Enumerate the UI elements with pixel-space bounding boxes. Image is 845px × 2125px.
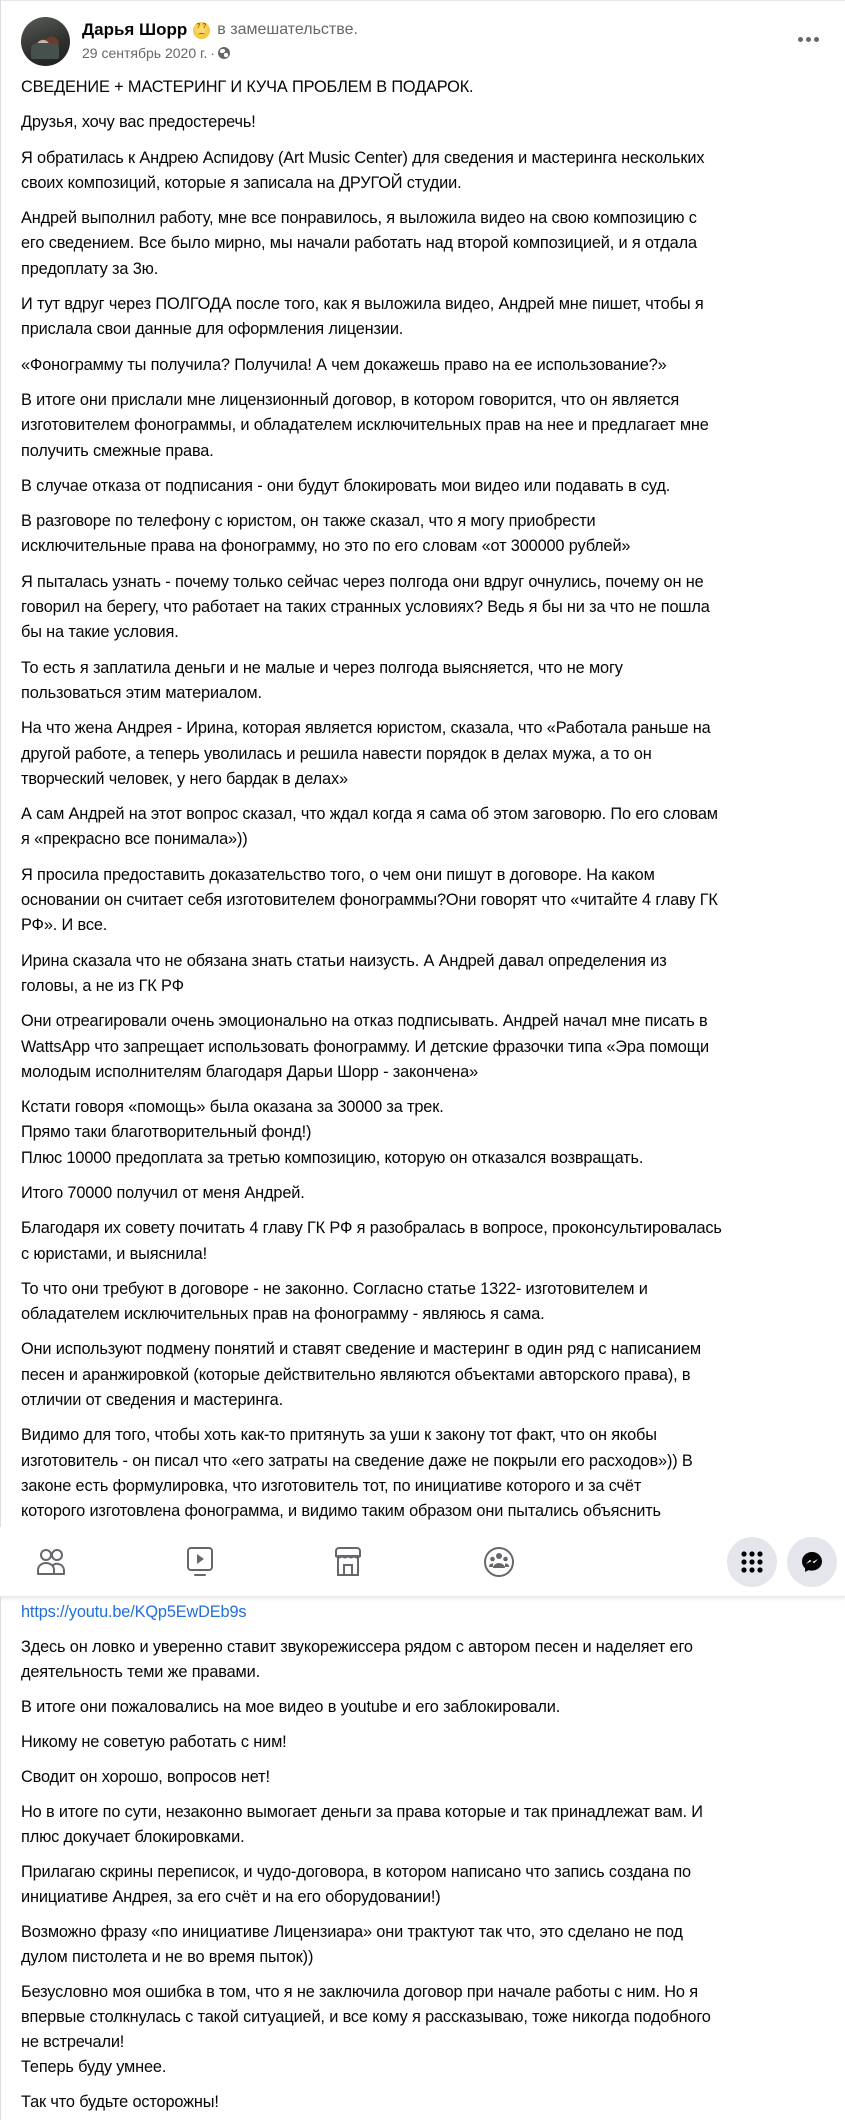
post-paragraph	[21, 474, 836, 499]
post-paragraph	[21, 1980, 836, 2080]
post-text-line: Здесь он ловко и уверенно ставит звукорежиссера рядом с автором песен и наделяет его	[21, 1638, 693, 1656]
post-text-line: молодым исполнителям благодаря Дарьи Шорр - закончена»	[21, 1062, 479, 1081]
post-text-line: обладателем исключительных прав на фонограмму - являюсь я сама.	[21, 1305, 545, 1324]
post-text-line: не встречали!	[21, 2033, 125, 2051]
post-text-line: я «прекрасно все понимала»))	[21, 830, 248, 849]
post-text-line: отличии от сведения и мастеринга.	[21, 1391, 283, 1410]
post-paragraph	[21, 1695, 836, 1720]
post-text-line: А сам Андрей на этот вопрос сказал, что ждал когда я сама об этом заговорю. По его словам	[21, 805, 718, 824]
bottom-nav-bar	[0, 1527, 845, 1597]
post-paragraph	[21, 1800, 836, 1850]
marketplace-icon	[334, 1546, 362, 1578]
post-text-line: Я пыталась узнать - почему только сейчас через полгода они вдруг очнулись, почему он не	[21, 572, 704, 591]
post-text-line: Возможно фразу «по инициативе Лицензиара» они трактуют так что, это сделано не под	[21, 1923, 683, 1941]
confused-face-emoji-icon	[193, 22, 210, 39]
post-meta	[82, 44, 230, 62]
post-text-line: головы, а не из ГК РФ	[21, 976, 184, 995]
post-text-line: Плюс 10000 предоплата за третью композицию, которую он отказался возвращать.	[21, 1148, 644, 1167]
post-paragraph	[21, 656, 836, 707]
post-paragraph	[21, 1920, 836, 1970]
post-text-line: Сводит он хорошо, вопросов нет!	[21, 1768, 270, 1786]
post-text-line: Прямо таки благотворительный фонд!)	[21, 1123, 312, 1142]
nav-marketplace-button[interactable]	[330, 1544, 366, 1580]
messenger-button[interactable]	[787, 1537, 837, 1587]
post-text-line: Теперь буду умнее.	[21, 2058, 167, 2076]
menu-button[interactable]	[727, 1537, 777, 1587]
post-text-line: На что жена Андрея - Ирина, которая является юристом, сказала, что «Работала раньше на	[21, 719, 711, 738]
post-text-line: «Фонограмму ты получила? Получила! А чем докажешь право на ее использование?»	[21, 355, 667, 374]
card-left-border	[0, 0, 1, 2120]
nav-groups-button[interactable]	[481, 1544, 517, 1580]
watch-icon	[186, 1546, 214, 1578]
link-paragraph	[21, 1600, 836, 1625]
post-text-line: инициативе Андрея, за его счёт и на его оборудовании!)	[21, 1888, 441, 1906]
post-text-line: впервые столкнулась с такой ситуацией, и все кому я рассказываю, тоже никогда подобного	[21, 2008, 711, 2026]
post-text-line: То что они требуют в договоре - не законно. Согласно статье 1322- изготовителем и	[21, 1279, 648, 1298]
post-date[interactable]: 29 сентябрь 2020 г.	[82, 45, 208, 61]
post-paragraph	[21, 388, 836, 464]
post-body-part-1	[21, 75, 836, 1560]
post-paragraph	[21, 146, 836, 197]
post-text-line: изготовитель - он писал что «его затраты на сведение даже не покрыли его расходов»)) В	[21, 1451, 693, 1470]
post-text-line: дулом пистолета и не во время пыток))	[21, 1948, 314, 1966]
more-options-dot	[806, 37, 811, 42]
post-text-line: изготовителем фонограммы, и обладателем исключительных прав на нее и предлагает мне	[21, 416, 709, 435]
meta-separator: ·	[210, 45, 215, 61]
post-paragraph	[21, 292, 836, 343]
post-author-line	[82, 18, 358, 42]
post-paragraph	[21, 1860, 836, 1910]
post-paragraph	[21, 353, 836, 378]
post-paragraph	[21, 1635, 836, 1685]
post-paragraph	[21, 1095, 836, 1171]
post-text-line: СВЕДЕНИЕ + МАСТЕРИНГ И КУЧА ПРОБЛЕМ В ПОДАРОК.	[21, 78, 474, 96]
more-options-dot	[814, 37, 819, 42]
post-text-line: В итоге они пожаловались на мое видео в youtube и его заблокировали.	[21, 1698, 561, 1716]
post-text-line: Итого 70000 получил от меня Андрей.	[21, 1183, 305, 1202]
post-text-line: пользоваться этим материалом.	[21, 683, 262, 702]
post-text-line: деятельность теми же правами.	[21, 1663, 260, 1681]
post-paragraph	[21, 1181, 836, 1206]
post-paragraph	[21, 1765, 836, 1790]
post-text-line: В итоге они прислали мне лицензионный договор, в котором говорится, что он является	[21, 390, 680, 409]
post-text-line: РФ». И все.	[21, 916, 108, 935]
post-text-line: Андрей выполнил работу, мне все понравилось, я выложила видео на свою композицию с	[21, 209, 697, 228]
post-text-line: своих композиций, которые я записала на ДРУГОЙ студии.	[21, 173, 462, 192]
post-text-line: получить смежные права.	[21, 441, 214, 460]
post-text-line: плюс докучает блокировками.	[21, 1828, 245, 1846]
post-paragraph	[21, 716, 836, 792]
post-body-part-2	[21, 1600, 836, 2125]
post-text-line: Ирина сказала что не обязана знать статьи наизусть. А Андрей давал определения из	[21, 951, 667, 970]
post-text-line: Я обратилась к Андрею Аспидову (Art Music Center) для сведения и мастеринга нескольких	[21, 148, 705, 167]
post-text-line: Друзья, хочу вас предостеречь!	[21, 113, 256, 132]
post-paragraph	[21, 1277, 836, 1328]
post-paragraph	[21, 1009, 836, 1085]
post-text-line: То есть я заплатила деньги и не малые и через полгода выясняется, что не могу	[21, 658, 623, 677]
post-paragraph	[21, 509, 836, 560]
post-paragraph	[21, 570, 836, 646]
post-text-line: Безусловно моя ошибка в том, что я не заключила договор при начале работы с ним. Но я	[21, 1983, 698, 2001]
post-paragraph	[21, 863, 836, 939]
post-text-line: И тут вдруг через ПОЛГОДА после того, как я выложила видео, Андрей мне пишет, чтобы я	[21, 295, 704, 314]
post-text-line: В разговоре по телефону с юристом, он также сказал, что я могу приобрести	[21, 512, 596, 531]
post-text-line: исключительные права на фонограмму, но это по его словам «от 300000 рублей»	[21, 537, 631, 556]
post-paragraph	[21, 949, 836, 1000]
post-paragraph	[21, 1216, 836, 1267]
author-name[interactable]: Дарья Шорр	[82, 20, 188, 39]
more-options-button[interactable]	[792, 26, 824, 52]
post-text-line: Они используют подмену понятий и ставят сведение и мастеринг в один ряд с написанием	[21, 1340, 702, 1359]
post-paragraph	[21, 206, 836, 282]
post-text-line: творческий человек, у него бардак в делах»	[21, 769, 348, 788]
post-text-line: законе есть формулировка, что изготовитель тот, по инициативе которого и за счёт	[21, 1476, 642, 1495]
more-options-dot	[798, 37, 803, 42]
post-text-line: основании он считает себя изготовителем фонограммы?Они говорят что «читайте 4 главу ГК	[21, 891, 718, 910]
messenger-icon	[800, 1550, 824, 1574]
globe-icon[interactable]	[218, 47, 230, 59]
post-text-line: прислала свои данные для оформления лицензии.	[21, 320, 404, 339]
post-text-line: Я просила предоставить доказательство того, о чем они пишут в договоре. На каком	[21, 865, 655, 884]
post-text-line: Кстати говоря «помощь» была оказана за 30000 за трек.	[21, 1098, 444, 1117]
post-text-line: Благодаря их совету почитать 4 главу ГК РФ я разобралась в вопросе, проконсультировалась	[21, 1219, 722, 1238]
post-text-line: WattsApp что запрещает использовать фонограмму. И детские фразочки типа «Эра помощи	[21, 1037, 710, 1056]
youtube-link[interactable]: https://youtu.be/KQp5EwDEb9s	[21, 1603, 247, 1621]
post-paragraph	[21, 110, 836, 135]
post-text-line: которого изготовлена фонограмма, и видимо таким образом они пытались объяснить	[21, 1502, 661, 1521]
post-text-line: Прилагаю скрины переписок, и чудо-договора, в котором написано что запись создана по	[21, 1863, 691, 1881]
post-text-line: другой работе, а теперь уволилась и решила навести порядок в делах мужа, а то он	[21, 744, 652, 763]
nav-watch-button[interactable]	[182, 1544, 218, 1580]
post-paragraph	[21, 802, 836, 853]
post-text-line: бы на такие условия.	[21, 623, 179, 642]
menu-grid-icon	[740, 1550, 764, 1574]
post-paragraph	[21, 1730, 836, 1755]
card-top-border	[0, 0, 845, 1]
post-text-line: песен и аранжировкой (которые действительно являются объектами авторского права), в	[21, 1365, 691, 1384]
post-text-line: Видимо для того, чтобы хоть как-то притянуть за уши к закону тот факт, что он якобы	[21, 1426, 657, 1445]
post-text-line: Никому не советую работать с ним!	[21, 1733, 287, 1751]
post-text-line: с юристами, и выяснила!	[21, 1244, 208, 1263]
post-paragraph	[21, 1337, 836, 1413]
feeling-status: в замешательстве.	[217, 21, 358, 38]
author-avatar[interactable]	[21, 17, 70, 66]
post-paragraph	[21, 75, 836, 100]
post-text-line: Но в итоге по сути, незаконно вымогает деньги за права которые и так принадлежат вам. И	[21, 1803, 703, 1821]
post-text-line: Они отреагировали очень эмоционально на отказ подписывать. Андрей начал мне писать в	[21, 1012, 708, 1031]
groups-icon	[483, 1546, 515, 1578]
post-text-line: Так что будьте осторожны!	[21, 2093, 219, 2111]
nav-friends-button[interactable]	[33, 1544, 69, 1580]
post-text-line: его сведением. Все было мирно, мы начали работать над второй композицией, и я отдала	[21, 234, 697, 253]
post-text-line: говорил на берегу, что работает на таких странных условиях? Ведь я бы ни за что не пошла	[21, 598, 710, 617]
post-text-line: предоплату за 3ю.	[21, 259, 159, 278]
post-paragraph	[21, 2090, 836, 2115]
friends-icon	[36, 1548, 66, 1576]
post-text-line: В случае отказа от подписания - они будут блокировать мои видео или подавать в суд.	[21, 476, 671, 495]
